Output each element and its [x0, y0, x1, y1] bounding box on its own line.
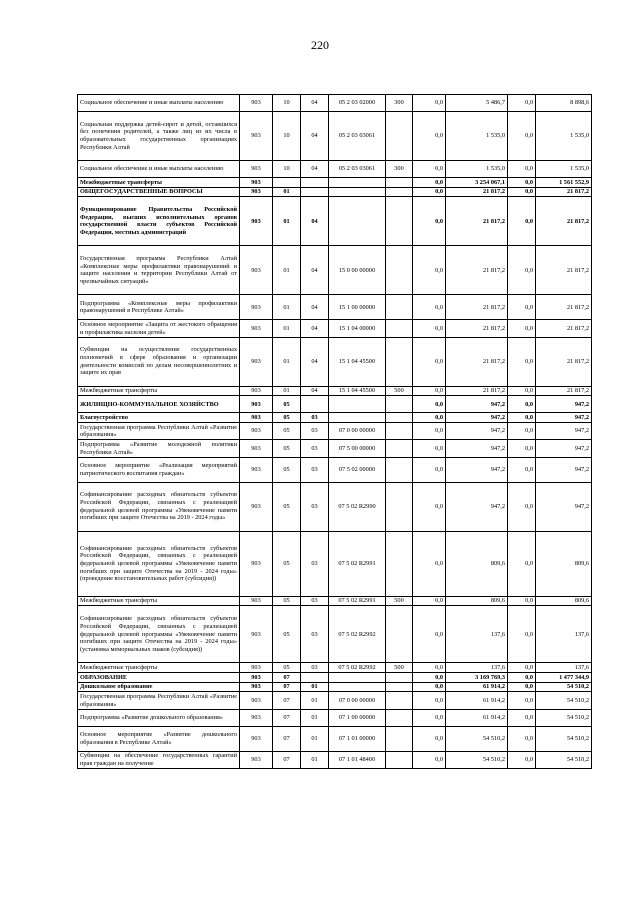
row-name: Дошкольное образование [78, 682, 240, 692]
amount-3: 0,0 [508, 386, 536, 396]
target-article-code: 07 1 01 00000 [329, 726, 386, 751]
amount-4: 21 817,2 [536, 337, 592, 386]
expense-type-code [386, 531, 413, 596]
target-article-code [329, 682, 386, 692]
target-article-code: 07 5 02 00000 [329, 457, 386, 482]
amount-4: 54 510,2 [536, 751, 592, 768]
subsection-code: 03 [301, 413, 329, 423]
amount-4: 137,6 [536, 606, 592, 663]
amount-1: 0,0 [413, 673, 446, 683]
amount-1: 0,0 [413, 161, 446, 178]
section-code: 07 [273, 682, 301, 692]
admin-code: 903 [240, 663, 273, 673]
subsection-code: 04 [301, 386, 329, 396]
amount-1: 0,0 [413, 295, 446, 320]
admin-code: 903 [240, 673, 273, 683]
amount-1: 0,0 [413, 692, 446, 709]
row-name: Субвенции на осуществление государственных полномочий в сфере образования и организации деятельности комиссий по делам несовершеннолетних и защите их прав [78, 337, 240, 386]
amount-4: 21 817,2 [536, 320, 592, 337]
target-article-code [329, 187, 386, 197]
target-article-code: 07 5 02 R2992 [329, 663, 386, 673]
table-row [78, 295, 592, 320]
target-article-code: 07 1 01 48400 [329, 751, 386, 768]
amount-3: 0,0 [508, 246, 536, 295]
subsection-code: 04 [301, 337, 329, 386]
table-row [78, 606, 592, 663]
page-number: 220 [311, 38, 329, 52]
amount-1: 0,0 [413, 112, 446, 161]
budget-table [77, 94, 592, 769]
amount-3: 0,0 [508, 673, 536, 683]
amount-4: 54 510,2 [536, 692, 592, 709]
section-code: 05 [273, 413, 301, 423]
expense-type-code [386, 197, 413, 246]
section-code: 05 [273, 531, 301, 596]
row-name: ОБЩЕГОСУДАРСТВЕННЫЕ ВОПРОСЫ [78, 187, 240, 197]
section-code: 01 [273, 386, 301, 396]
amount-2: 137,6 [446, 663, 508, 673]
admin-code: 903 [240, 112, 273, 161]
amount-1: 0,0 [413, 682, 446, 692]
amount-4: 54 510,2 [536, 709, 592, 726]
row-name: Основное мероприятие «Реализация мероприятий патриотического воспитания граждан» [78, 457, 240, 482]
subsection-code: 03 [301, 606, 329, 663]
amount-4: 947,2 [536, 482, 592, 531]
subsection-code [301, 396, 329, 413]
amount-1: 0,0 [413, 197, 446, 246]
section-code: 10 [273, 161, 301, 178]
subsection-code: 03 [301, 423, 329, 440]
target-article-code: 07 5 02 R2990 [329, 482, 386, 531]
admin-code: 903 [240, 457, 273, 482]
table-row [78, 440, 592, 457]
expense-type-code [386, 320, 413, 337]
section-code: 01 [273, 337, 301, 386]
expense-type-code [386, 682, 413, 692]
amount-3: 0,0 [508, 692, 536, 709]
table-row [78, 112, 592, 161]
table-row [78, 692, 592, 709]
expense-type-code [386, 396, 413, 413]
target-article-code [329, 197, 386, 246]
admin-code: 903 [240, 751, 273, 768]
amount-4: 1 535,0 [536, 161, 592, 178]
amount-2: 809,6 [446, 596, 508, 606]
row-name: Социальное обеспечение и иные выплаты населению [78, 161, 240, 178]
admin-code: 903 [240, 726, 273, 751]
admin-code: 903 [240, 295, 273, 320]
amount-3: 0,0 [508, 531, 536, 596]
amount-1: 0,0 [413, 606, 446, 663]
subsection-code: 04 [301, 161, 329, 178]
amount-1: 0,0 [413, 751, 446, 768]
amount-1: 0,0 [413, 187, 446, 197]
amount-2: 21 817,2 [446, 295, 508, 320]
subsection-code: 04 [301, 246, 329, 295]
amount-4: 1 477 344,9 [536, 673, 592, 683]
amount-2: 61 914,2 [446, 692, 508, 709]
admin-code: 903 [240, 531, 273, 596]
subsection-code: 03 [301, 457, 329, 482]
amount-3: 0,0 [508, 413, 536, 423]
admin-code: 903 [240, 413, 273, 423]
amount-4: 21 817,2 [536, 246, 592, 295]
table-row [78, 246, 592, 295]
row-name: Софинансирование расходных обязательств субъектов Российской Федерации, связанных с реализацией федеральной целевой программы «Увековечение памяти погибших при защите Отечества на 2019 - 2024 годы» (проведение восстановительных работ (субсидия)) [78, 531, 240, 596]
admin-code: 903 [240, 596, 273, 606]
section-code: 05 [273, 606, 301, 663]
row-name: Подпрограмма «Развитие дошкольного образования» [78, 709, 240, 726]
amount-3: 0,0 [508, 663, 536, 673]
section-code: 05 [273, 482, 301, 531]
row-name: Государственная программа Республики Алтай «Развитие образования» [78, 692, 240, 709]
amount-3: 0,0 [508, 320, 536, 337]
table-row [78, 709, 592, 726]
row-name: Субвенции на обеспечение государственных гарантий прав граждан на получение [78, 751, 240, 768]
admin-code: 903 [240, 246, 273, 295]
target-article-code: 15 1 04 45500 [329, 386, 386, 396]
section-code: 07 [273, 673, 301, 683]
section-code: 05 [273, 440, 301, 457]
amount-4: 1 535,0 [536, 112, 592, 161]
subsection-code [301, 178, 329, 188]
target-article-code: 07 5 00 00000 [329, 440, 386, 457]
amount-4: 137,6 [536, 663, 592, 673]
target-article-code: 05 2 03 02000 [329, 95, 386, 112]
row-name: ОБРАЗОВАНИЕ [78, 673, 240, 683]
section-code: 05 [273, 596, 301, 606]
admin-code: 903 [240, 440, 273, 457]
row-name: Благоустройство [78, 413, 240, 423]
table-row [78, 531, 592, 596]
admin-code: 903 [240, 95, 273, 112]
amount-1: 0,0 [413, 531, 446, 596]
subsection-code [301, 673, 329, 683]
subsection-code: 04 [301, 320, 329, 337]
row-name: Функционирование Правительства Российской Федерации, высших исполнительных органов государственной власти субъектов Российской Федерации, местных администраций [78, 197, 240, 246]
expense-type-code [386, 295, 413, 320]
target-article-code [329, 178, 386, 188]
admin-code: 903 [240, 709, 273, 726]
section-code: 10 [273, 112, 301, 161]
target-article-code [329, 396, 386, 413]
section-code: 01 [273, 197, 301, 246]
amount-1: 0,0 [413, 246, 446, 295]
target-article-code: 05 2 03 03061 [329, 161, 386, 178]
amount-4: 947,2 [536, 396, 592, 413]
amount-4: 54 510,2 [536, 726, 592, 751]
amount-2: 947,2 [446, 482, 508, 531]
amount-4: 21 817,2 [536, 187, 592, 197]
row-name: Подпрограмма «Развитие молодежной политики Республики Алтай» [78, 440, 240, 457]
amount-3: 0,0 [508, 423, 536, 440]
amount-3: 0,0 [508, 709, 536, 726]
section-code: 07 [273, 709, 301, 726]
subsection-code: 01 [301, 709, 329, 726]
amount-3: 0,0 [508, 596, 536, 606]
amount-2: 947,2 [446, 457, 508, 482]
expense-type-code [386, 337, 413, 386]
expense-type-code: 500 [386, 386, 413, 396]
table-row [78, 673, 592, 683]
table-row [78, 423, 592, 440]
amount-2: 1 535,0 [446, 161, 508, 178]
row-name: Межбюджетные трансферты [78, 386, 240, 396]
amount-2: 21 817,2 [446, 246, 508, 295]
amount-1: 0,0 [413, 396, 446, 413]
amount-1: 0,0 [413, 726, 446, 751]
row-name: Социальная поддержка детей-сирот и детей, оставшихся без попечения родителей, а также лиц из их числа в образовательных государственных организациях Республики Алтай [78, 112, 240, 161]
subsection-code: 01 [301, 726, 329, 751]
expense-type-code [386, 246, 413, 295]
table-row [78, 187, 592, 197]
table-row [78, 596, 592, 606]
table-row [78, 178, 592, 188]
section-code: 07 [273, 751, 301, 768]
amount-2: 3 169 769,3 [446, 673, 508, 683]
amount-3: 0,0 [508, 396, 536, 413]
subsection-code: 04 [301, 295, 329, 320]
amount-2: 54 510,2 [446, 751, 508, 768]
amount-3: 0,0 [508, 726, 536, 751]
admin-code: 903 [240, 682, 273, 692]
row-name: Основное мероприятие «Защита от жестокого обращения и профилактика насилия детей» [78, 320, 240, 337]
expense-type-code: 500 [386, 596, 413, 606]
admin-code: 903 [240, 337, 273, 386]
admin-code: 903 [240, 423, 273, 440]
amount-2: 947,2 [446, 396, 508, 413]
table-row [78, 457, 592, 482]
expense-type-code [386, 673, 413, 683]
subsection-code: 03 [301, 440, 329, 457]
table-row [78, 396, 592, 413]
table-row [78, 320, 592, 337]
row-name: Основное мероприятие «Развитие дошкольного образования в Республике Алтай» [78, 726, 240, 751]
amount-1: 0,0 [413, 663, 446, 673]
section-code [273, 178, 301, 188]
subsection-code: 03 [301, 596, 329, 606]
amount-4: 947,2 [536, 413, 592, 423]
section-code: 05 [273, 396, 301, 413]
amount-2: 137,6 [446, 606, 508, 663]
amount-2: 809,6 [446, 531, 508, 596]
amount-2: 61 914,2 [446, 682, 508, 692]
amount-4: 947,2 [536, 423, 592, 440]
subsection-code [301, 187, 329, 197]
target-article-code [329, 673, 386, 683]
subsection-code: 01 [301, 682, 329, 692]
amount-3: 0,0 [508, 682, 536, 692]
amount-1: 0,0 [413, 337, 446, 386]
section-code: 07 [273, 726, 301, 751]
row-name: Софинансирование расходных обязательств субъектов Российской Федерации, связанных с реализацией федеральной целевой программы «Увековечение памяти погибших при защите Отечества на 2019 - 2024 годы» [78, 482, 240, 531]
admin-code: 903 [240, 396, 273, 413]
target-article-code: 07 1 00 00000 [329, 709, 386, 726]
row-name: Государственная программа Республики Алтай «Развитие образования» [78, 423, 240, 440]
admin-code: 903 [240, 178, 273, 188]
amount-1: 0,0 [413, 596, 446, 606]
subsection-code: 04 [301, 197, 329, 246]
target-article-code: 15 1 04 45500 [329, 337, 386, 386]
amount-3: 0,0 [508, 337, 536, 386]
subsection-code: 01 [301, 751, 329, 768]
amount-3: 0,0 [508, 187, 536, 197]
amount-1: 0,0 [413, 457, 446, 482]
target-article-code: 07 5 02 R2991 [329, 596, 386, 606]
expense-type-code: 300 [386, 95, 413, 112]
admin-code: 903 [240, 692, 273, 709]
admin-code: 903 [240, 187, 273, 197]
admin-code: 903 [240, 606, 273, 663]
section-code: 01 [273, 320, 301, 337]
section-code: 01 [273, 246, 301, 295]
expense-type-code [386, 187, 413, 197]
expense-type-code [386, 751, 413, 768]
expense-type-code [386, 178, 413, 188]
expense-type-code: 300 [386, 161, 413, 178]
expense-type-code [386, 457, 413, 482]
amount-3: 0,0 [508, 112, 536, 161]
subsection-code: 04 [301, 95, 329, 112]
amount-2: 61 914,2 [446, 709, 508, 726]
amount-3: 0,0 [508, 457, 536, 482]
amount-4: 21 817,2 [536, 386, 592, 396]
expense-type-code [386, 440, 413, 457]
amount-4: 54 510,2 [536, 682, 592, 692]
target-article-code: 15 1 00 00000 [329, 295, 386, 320]
row-name: ЖИЛИЩНО-КОММУНАЛЬНОЕ ХОЗЯЙСТВО [78, 396, 240, 413]
expense-type-code [386, 482, 413, 531]
amount-4: 947,2 [536, 457, 592, 482]
amount-1: 0,0 [413, 423, 446, 440]
table-row [78, 751, 592, 768]
expense-type-code [386, 413, 413, 423]
table-row [78, 337, 592, 386]
amount-3: 0,0 [508, 178, 536, 188]
amount-4: 21 817,2 [536, 295, 592, 320]
subsection-code: 01 [301, 692, 329, 709]
target-article-code: 07 0 00 00000 [329, 423, 386, 440]
table-row [78, 413, 592, 423]
subsection-code: 03 [301, 663, 329, 673]
section-code: 05 [273, 663, 301, 673]
section-code: 05 [273, 457, 301, 482]
amount-4: 809,6 [536, 596, 592, 606]
expense-type-code: 500 [386, 663, 413, 673]
expense-type-code [386, 692, 413, 709]
target-article-code: 05 2 03 03061 [329, 112, 386, 161]
section-code: 01 [273, 187, 301, 197]
section-code: 05 [273, 423, 301, 440]
amount-2: 21 817,2 [446, 187, 508, 197]
amount-2: 947,2 [446, 423, 508, 440]
amount-1: 0,0 [413, 386, 446, 396]
amount-4: 21 817,2 [536, 197, 592, 246]
table-row [78, 682, 592, 692]
row-name: Софинансирование расходных обязательств субъектов Российской Федерации, связанных с реализацией федеральной целевой программы «Увековечение памяти погибших при защите Отечества на 2019 - 2024 годы» (установка мемориальных знаков (субсидия)) [78, 606, 240, 663]
amount-4: 1 561 552,9 [536, 178, 592, 188]
admin-code: 903 [240, 386, 273, 396]
amount-1: 0,0 [413, 440, 446, 457]
expense-type-code [386, 423, 413, 440]
row-name: Межбюджетные трансферты [78, 663, 240, 673]
target-article-code: 15 1 04 00000 [329, 320, 386, 337]
amount-3: 0,0 [508, 295, 536, 320]
amount-1: 0,0 [413, 482, 446, 531]
section-code: 01 [273, 295, 301, 320]
amount-3: 0,0 [508, 95, 536, 112]
amount-3: 0,0 [508, 751, 536, 768]
amount-3: 0,0 [508, 161, 536, 178]
amount-3: 0,0 [508, 482, 536, 531]
amount-2: 947,2 [446, 413, 508, 423]
table-row [78, 197, 592, 246]
row-name: Государственная программа Республики Алтай «Комплексные меры профилактики правонарушений и защите населения и территории Республики Алтай от чрезвычайных ситуаций» [78, 246, 240, 295]
row-name: Межбюджетные трансферты [78, 178, 240, 188]
amount-4: 947,2 [536, 440, 592, 457]
amount-2: 5 486,7 [446, 95, 508, 112]
amount-3: 0,0 [508, 440, 536, 457]
amount-2: 1 535,0 [446, 112, 508, 161]
amount-3: 0,0 [508, 197, 536, 246]
subsection-code: 03 [301, 482, 329, 531]
amount-1: 0,0 [413, 320, 446, 337]
amount-2: 21 817,2 [446, 386, 508, 396]
amount-2: 54 510,2 [446, 726, 508, 751]
row-name: Социальное обеспечение и иные выплаты населению [78, 95, 240, 112]
table-row [78, 161, 592, 178]
admin-code: 903 [240, 482, 273, 531]
amount-1: 0,0 [413, 709, 446, 726]
table-row [78, 726, 592, 751]
table-row [78, 95, 592, 112]
section-code: 10 [273, 95, 301, 112]
target-article-code [329, 413, 386, 423]
amount-1: 0,0 [413, 95, 446, 112]
target-article-code: 07 5 02 R2992 [329, 606, 386, 663]
amount-2: 947,2 [446, 440, 508, 457]
amount-2: 21 817,2 [446, 337, 508, 386]
amount-2: 3 254 067,1 [446, 178, 508, 188]
amount-4: 8 898,6 [536, 95, 592, 112]
target-article-code: 15 0 00 00000 [329, 246, 386, 295]
admin-code: 903 [240, 197, 273, 246]
table-row [78, 663, 592, 673]
amount-1: 0,0 [413, 413, 446, 423]
subsection-code: 03 [301, 531, 329, 596]
table-row [78, 386, 592, 396]
table-row [78, 482, 592, 531]
row-name: Подпрограмма «Комплексные меры профилактики правонарушений в Республике Алтай» [78, 295, 240, 320]
amount-3: 0,0 [508, 606, 536, 663]
section-code: 07 [273, 692, 301, 709]
amount-1: 0,0 [413, 178, 446, 188]
expense-type-code [386, 112, 413, 161]
expense-type-code [386, 709, 413, 726]
subsection-code: 04 [301, 112, 329, 161]
amount-2: 21 817,2 [446, 320, 508, 337]
admin-code: 903 [240, 320, 273, 337]
target-article-code: 07 0 00 00000 [329, 692, 386, 709]
expense-type-code [386, 726, 413, 751]
amount-4: 809,6 [536, 531, 592, 596]
amount-2: 21 817,2 [446, 197, 508, 246]
row-name: Межбюджетные трансферты [78, 596, 240, 606]
expense-type-code [386, 606, 413, 663]
target-article-code: 07 5 02 R2991 [329, 531, 386, 596]
admin-code: 903 [240, 161, 273, 178]
